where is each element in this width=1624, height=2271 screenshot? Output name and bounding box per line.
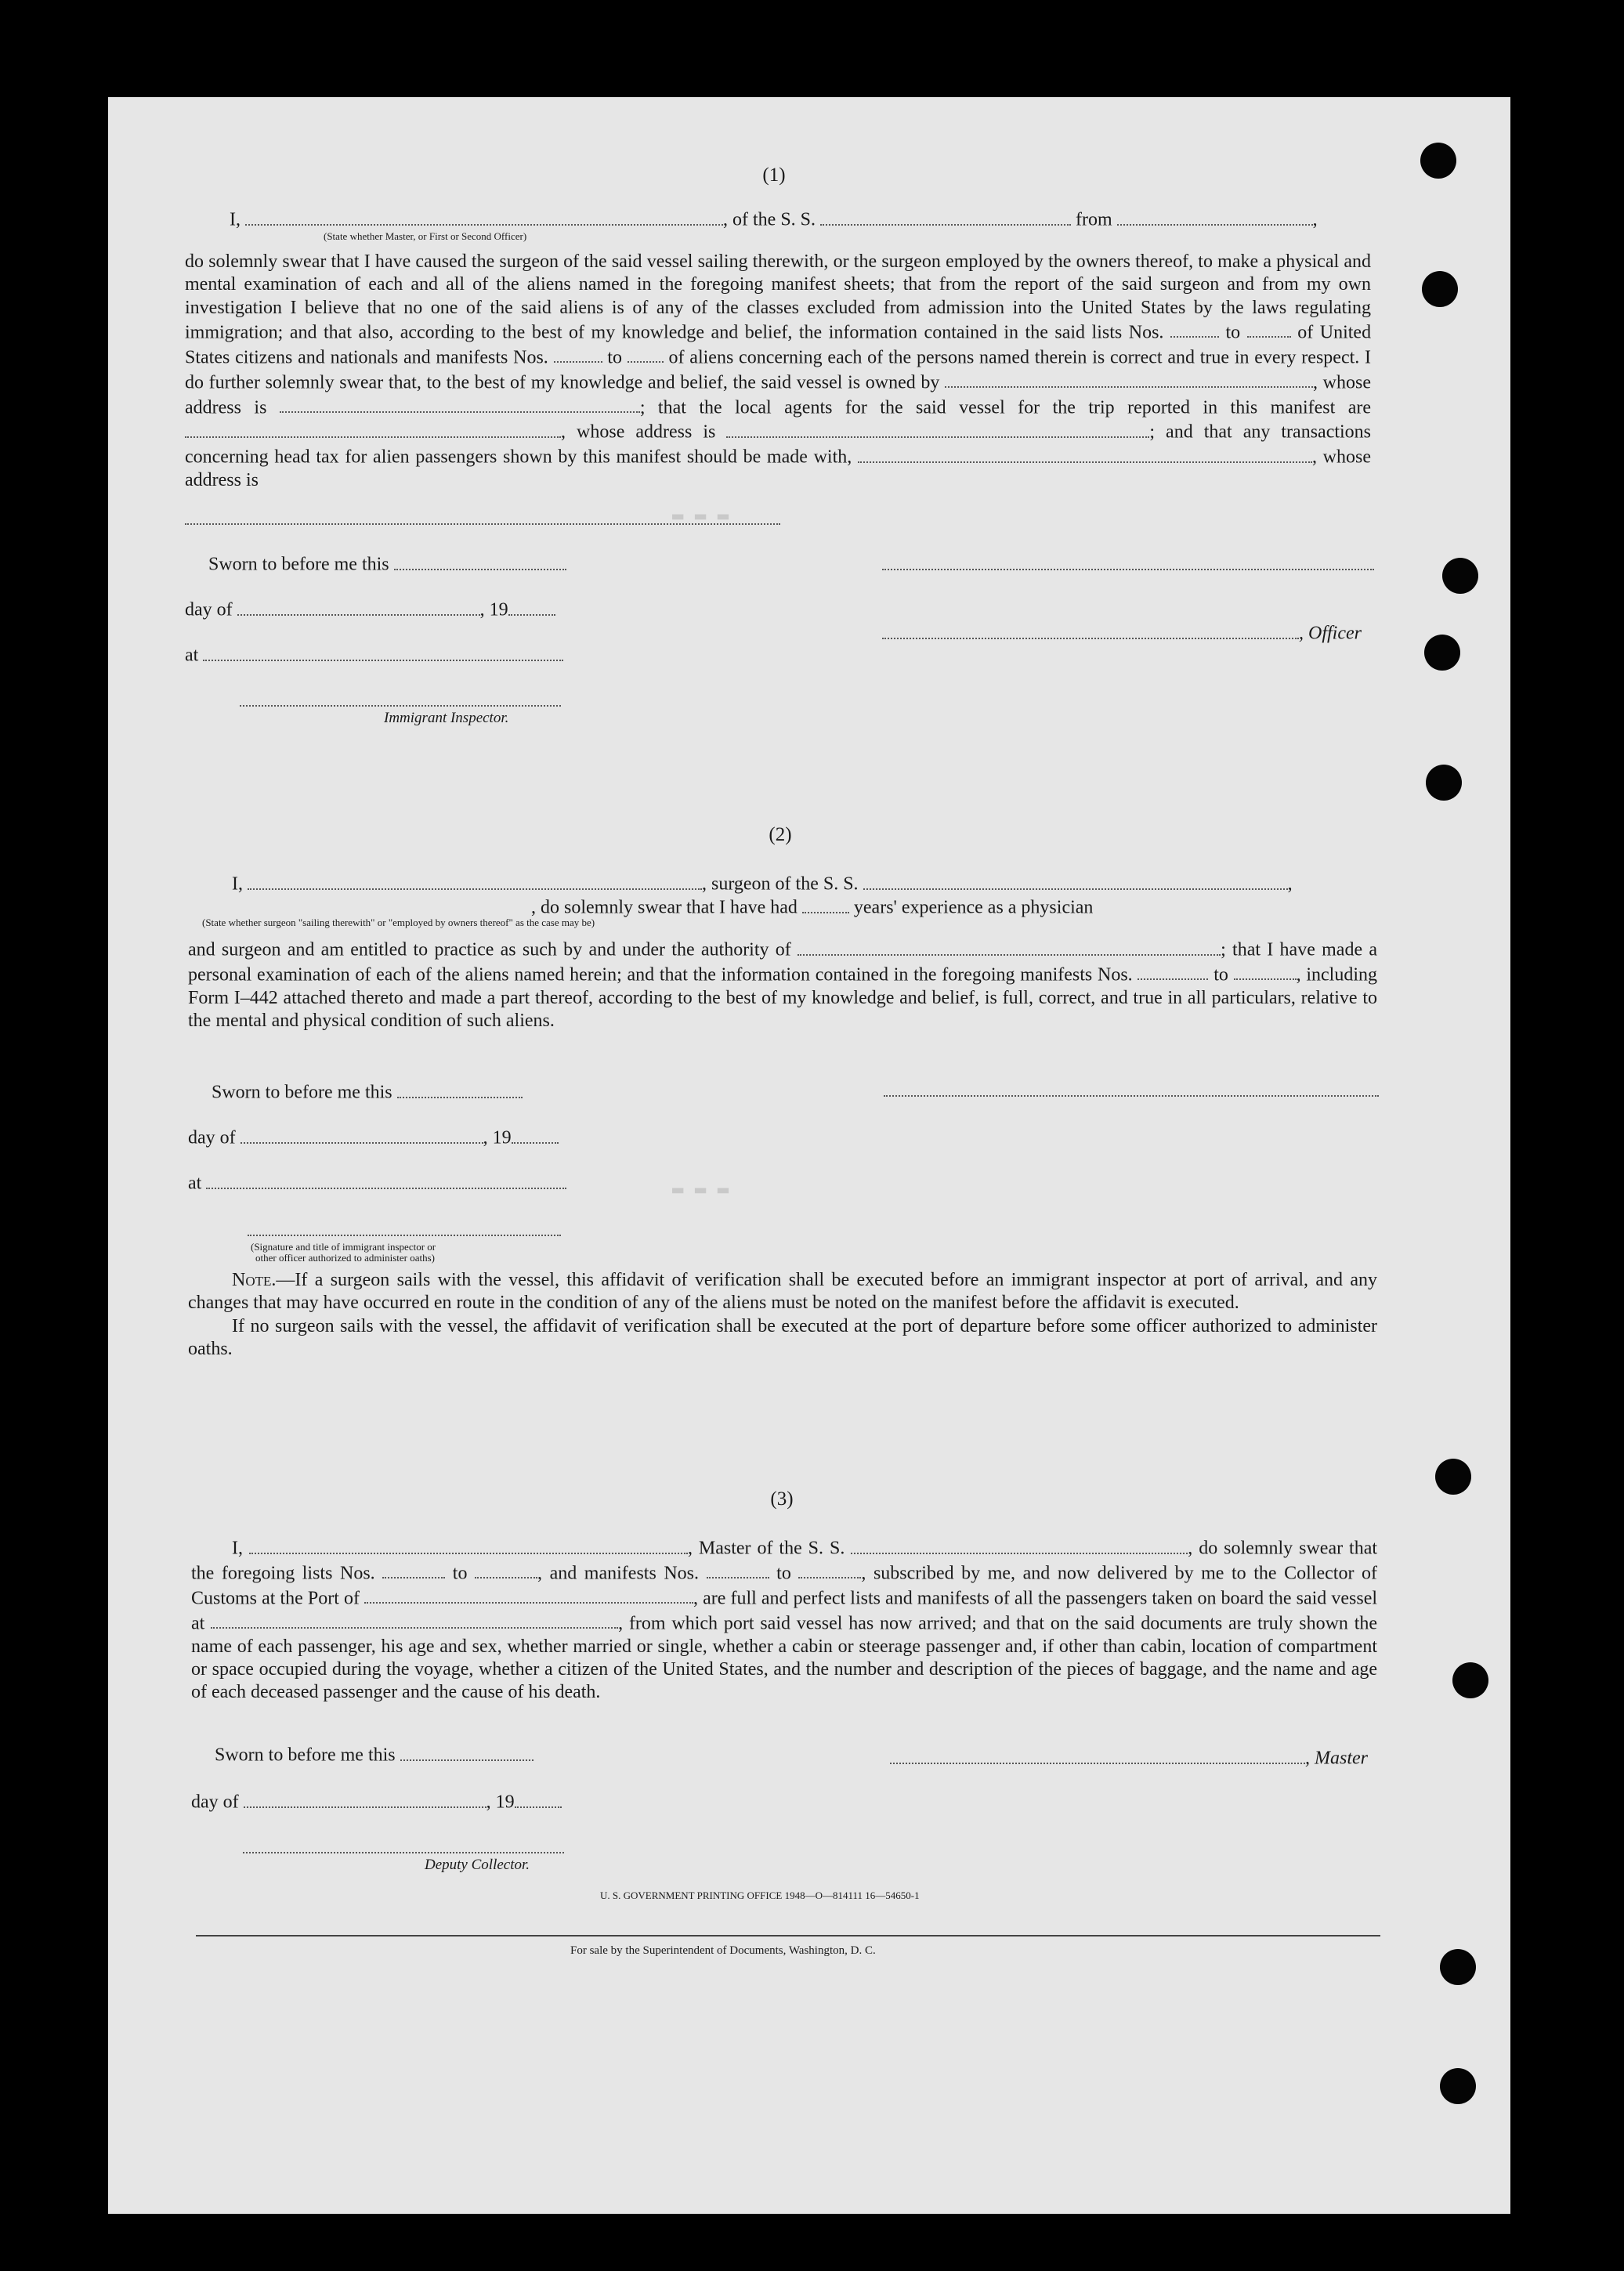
section-1-address-line <box>185 523 780 525</box>
section-2-sworn: Sworn to before me this <box>212 1079 523 1104</box>
section-1-signature-line <box>882 569 1374 570</box>
punch-hole <box>1422 271 1458 307</box>
punch-hole <box>1440 2068 1476 2104</box>
section-1-inspector-line <box>240 705 561 707</box>
section-2-signature-line-right <box>884 1095 1379 1097</box>
punch-hole <box>1442 558 1478 594</box>
section-1-officer: , Officer <box>882 620 1362 645</box>
section-3-paragraph: I, , Master of the S. S. , do solemnly swear that the foregoing lists Nos. to , and manifests Nos. to , subscribed by me, and now delivered by me to the Collector of Customs at the Port of , are full and perfect lists and manifests of all the passengers taken on board the said vessel at , from which port said vessel has now arrived; and that on the said documents are truly shown the name of each passenger, his age and sex, whether married or single, whether a cabin or steerage passenger and, if other than cabin, location of compartment or space occupied during the voyage, whether a citizen of the United States, and the number and description of the pieces of baggage, and the name and age of each deceased passenger and the cause of his death. <box>191 1535 1377 1704</box>
section-1-at: at <box>185 642 563 667</box>
gpo-imprint: U. S. GOVERNMENT PRINTING OFFICE 1948—O—814111 16—54650-1 <box>600 1889 920 1901</box>
section-2-hint: (State whether surgeon "sailing therewith" or "employed by owners thereof" as the case may be) <box>202 917 595 928</box>
punch-hole <box>1452 1662 1488 1698</box>
section-3-master: , Master <box>890 1745 1368 1770</box>
section-3-collector-line <box>243 1852 564 1853</box>
section-1-hint: (State whether Master, or First or Second Officer) <box>324 230 527 242</box>
section-1-inspector-label: Immigrant Inspector. <box>384 710 509 726</box>
sale-notice: For sale by the Superintendent of Documents, Washington, D. C. <box>570 1944 876 1957</box>
section-1-paragraph: do solemnly swear that I have caused the surgeon of the said vessel sailing therewith, or the surgeon employed by the owners thereof, to make a physical and mental examination of each and all of the aliens named in the foregoing manifest sheets; that from the report of the said surgeon and from my own investigation I believe that no one of the said aliens is of any of the classes excluded from admission into the United States by the laws regulating immigration; and that also, according to the best of my knowledge and belief, the information contained in the said lists Nos. to of United States citizens and nationals and manifests Nos. to of aliens concerning each of the persons named therein is correct and true in every respect. I do further solemnly swear that, to the best of my knowledge and belief, the said vessel is owned by , whose address is ; that the local agents for the said vessel for the trip reported in this manifest are , whose address is ; and that any transactions concerning head tax for alien passengers shown by this manifest should be made with, , whose address is <box>185 251 1372 491</box>
section-2-day-of: day of , 19 <box>188 1125 559 1149</box>
footer-rule <box>196 1935 1380 1936</box>
section-3-day-of: day of , 19 <box>191 1789 562 1814</box>
punch-hole <box>1420 143 1456 179</box>
document-page <box>108 97 1510 2214</box>
bleed-through-marks: ▬ ▬ ▬ <box>672 1178 729 1200</box>
section-2-sig-hint-1: (Signature and title of immigrant inspector or <box>251 1241 436 1253</box>
section-2-sig-hint-2: other officer authorized to administer oaths) <box>255 1252 435 1264</box>
section-3-collector-label: Deputy Collector. <box>425 1857 530 1873</box>
note-label: Note. <box>232 1270 277 1290</box>
section-3-sworn: Sworn to before me this <box>215 1742 533 1767</box>
section-2-line1: I, , surgeon of the S. S. , <box>232 871 1293 895</box>
section-2-at: at <box>188 1170 566 1195</box>
section-2-signature-line-left <box>248 1235 561 1236</box>
punch-hole <box>1424 635 1460 671</box>
section-2-note: Note.—If a surgeon sails with the vessel, this affidavit of verification shall be executed before an immigrant inspector at port of arrival, and any changes that may have occurred en route in the condition of any of the aliens must be noted on the manifest before the affidavit is executed. If no surgeon sails with the vessel, the affidavit of verification shall be executed at the port of departure before some officer authorized to administer oaths. <box>188 1270 1377 1359</box>
punch-hole <box>1435 1459 1471 1495</box>
section-2-number: (2) <box>769 824 792 845</box>
section-2-line2: , do solemnly swear that I have had years' experience as a physician <box>531 895 1093 919</box>
punch-hole <box>1426 765 1462 801</box>
section-3-number: (3) <box>770 1488 794 1510</box>
section-1-number: (1) <box>762 165 786 186</box>
section-1-sworn: Sworn to before me this <box>208 551 566 576</box>
section-1-day-of: day of , 19 <box>185 597 555 621</box>
bleed-through-marks: ▬ ▬ ▬ <box>672 504 729 526</box>
section-2-paragraph: and surgeon and am entitled to practice as such by and under the authority of ; that I have made a personal examination of each of the aliens named herein; and that the information contained in the foregoing manifests Nos. to , including Form I–442 attached thereto and made a part thereof, according to the best of my knowledge and belief, is full, correct, and true in all particulars, relative to the mental and physical condition of such aliens. <box>188 937 1377 1032</box>
punch-hole <box>1440 1949 1476 1985</box>
section-1-line1: I, , of the S. S. from , <box>230 207 1318 231</box>
